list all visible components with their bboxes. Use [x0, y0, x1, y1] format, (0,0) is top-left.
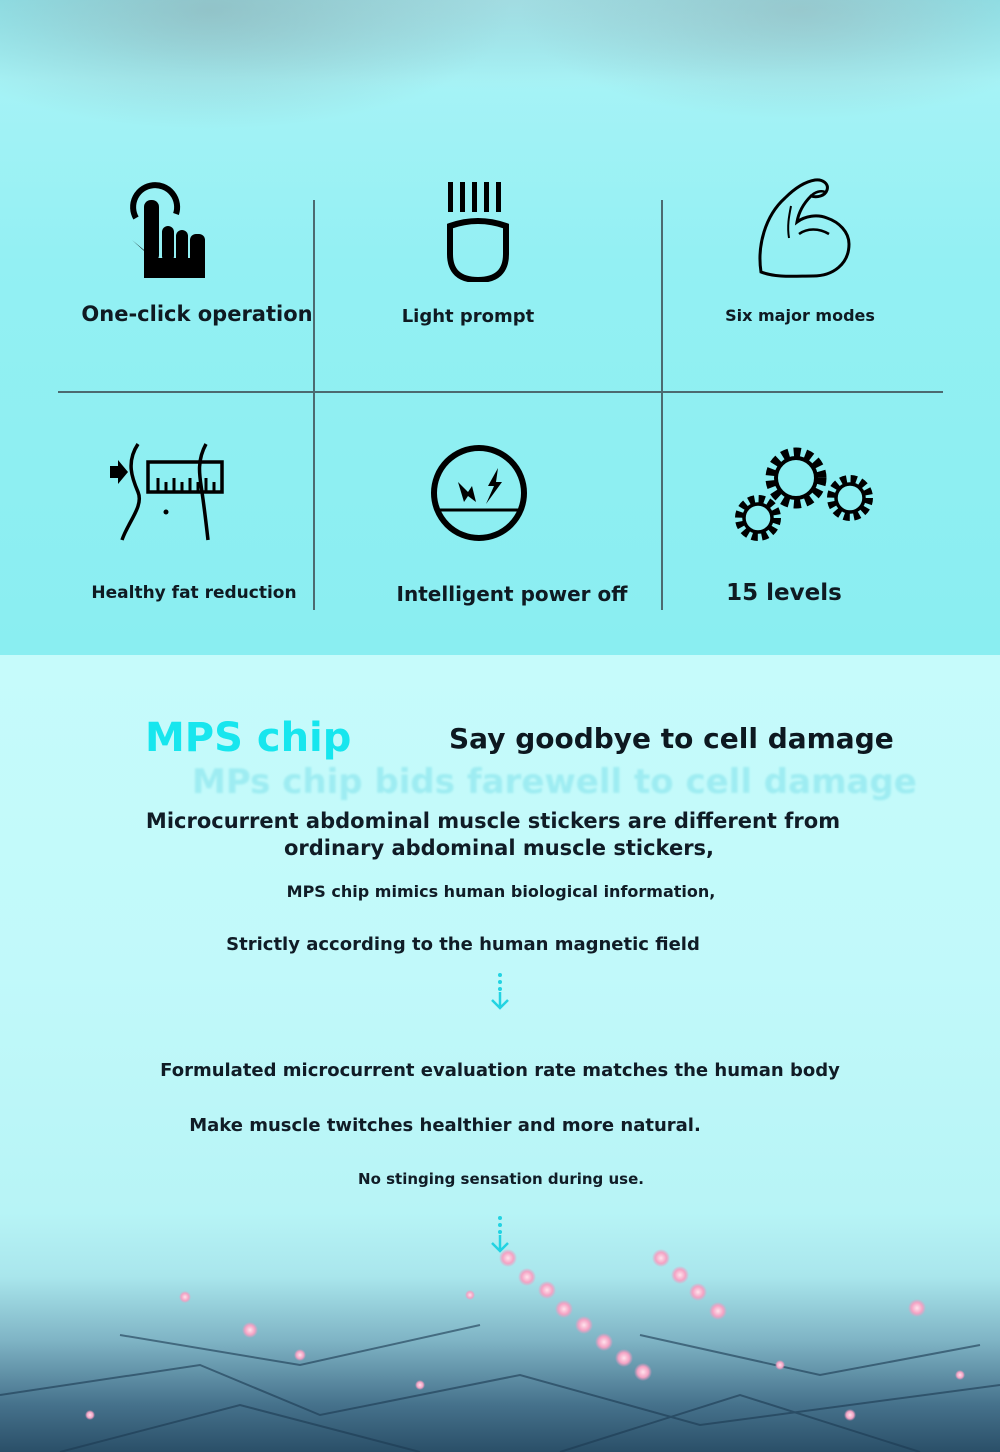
chip-paragraph-1b: ordinary abdominal muscle stickers,	[283, 836, 715, 860]
feature-fat-reduction	[108, 442, 228, 542]
light-bulb-icon	[440, 182, 516, 282]
grid-divider-horizontal	[58, 391, 943, 393]
flexed-arm-icon	[755, 176, 855, 286]
grid-divider-vertical-2	[661, 200, 663, 610]
power-lightning-icon	[428, 442, 530, 544]
feature-label-light-prompt: Light prompt	[401, 306, 535, 327]
chip-paragraph-4: Formulated microcurrent evaluation rate matches the human body	[160, 1060, 840, 1081]
feature-power-off	[428, 442, 530, 544]
features-panel	[0, 0, 1000, 655]
feature-six-modes	[755, 176, 855, 286]
waist-measure-icon	[108, 442, 228, 542]
finger-tap-icon	[118, 178, 218, 284]
chip-paragraph-3: Strictly according to the human magnetic field	[226, 934, 700, 955]
grid-divider-vertical-1	[313, 200, 315, 610]
feature-15-levels	[732, 442, 878, 546]
feature-one-click	[118, 178, 218, 284]
feature-light-prompt	[440, 182, 516, 282]
down-arrow-icon	[490, 972, 510, 1012]
chip-paragraph-6: No stinging sensation during use.	[358, 1170, 644, 1188]
down-arrow-icon-2	[490, 1215, 510, 1255]
chip-tagline: Say goodbye to cell damage	[449, 722, 894, 755]
feature-label-power-off: Intelligent power off	[396, 582, 628, 606]
chip-title: MPS chip	[145, 715, 352, 761]
hero-image-fade	[0, 0, 1000, 150]
chip-paragraph-1a: Microcurrent abdominal muscle stickers are different from	[145, 809, 841, 833]
chip-paragraph-5: Make muscle twitches healthier and more natural.	[189, 1115, 701, 1136]
chip-paragraph-2: MPS chip mimics human biological information,	[286, 882, 716, 901]
feature-label-six-modes: Six major modes	[725, 306, 875, 325]
chip-ghost-text: MPs chip bids farewell to cell damage	[192, 762, 917, 802]
feature-label-fat-reduction: Healthy fat reduction	[91, 583, 297, 603]
gears-icon	[732, 442, 878, 546]
feature-label-15-levels: 15 levels	[726, 580, 842, 606]
feature-label-one-click: One-click operation	[81, 302, 313, 326]
